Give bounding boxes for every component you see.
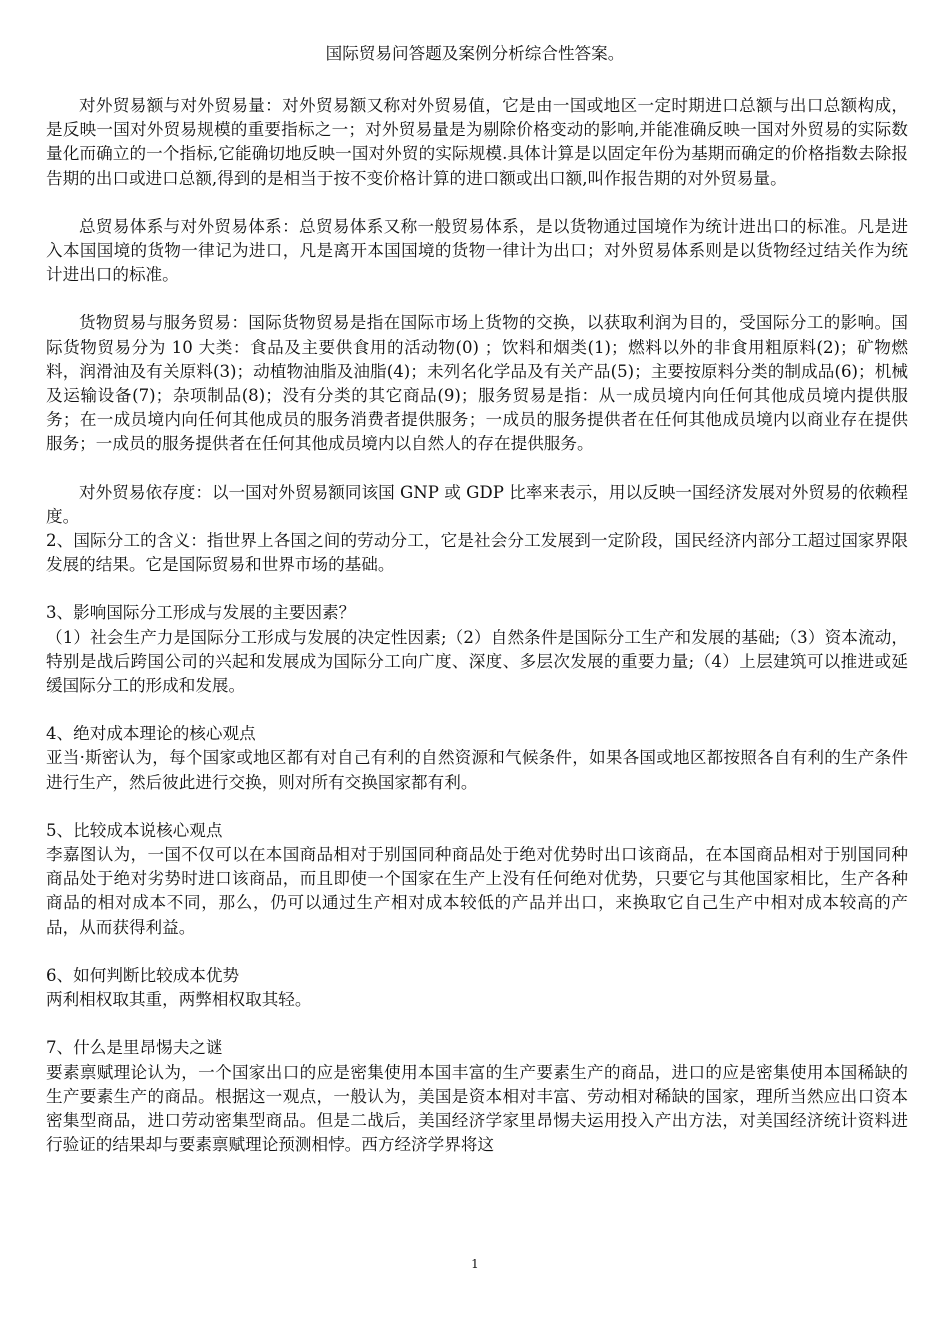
section-body: 亚当·斯密认为，每个国家或地区都有对自己有利的自然资源和气候条件，如果各国或地区都按照各自有利的生产条件进行生产，然后彼此进行交换，则对所有交换国家都有利。 [46, 748, 908, 792]
paragraph-trade-systems: 总贸易体系与对外贸易体系：总贸易体系又称一般贸易体系，是以货物通过国境作为统计进出口的标准。凡是进入本国国境的货物一律记为进口，凡是离开本国国境的货物一律计为出口；对外贸易体系则是以货物经过结关作为统计进出口的标准。 [46, 216, 908, 285]
section-factors [46, 601, 908, 698]
section-heading: 3、影响国际分工形成与发展的主要因素？ [46, 603, 356, 623]
section-heading: 6、如何判断比较成本优势 [46, 965, 240, 985]
section-comparative-cost [46, 819, 908, 940]
section-body: （1）社会生产力是国际分工形成与发展的决定性因素;（2）自然条件是国际分工生产和发展的基础;（3）资本流动，特别是战后跨国公司的兴起和发展成为国际分工向广度、深度、多层次发展的重要力量;（4）上层建筑可以推进或延缓国际分工的形成和发展。 [46, 627, 908, 696]
document-title: 国际贸易问答题及案例分析综合性答案。 [325, 44, 625, 63]
paragraph-goods-services-trade: 货物贸易与服务贸易：国际货物贸易是指在国际市场上货物的交换，以获取利润为目的，受国际分工的影响。国际货物贸易分为 10 大类：食品及主要供食用的活动物(0) ；饮料和烟类(1)；燃料以外的非食用粗原料(2)；矿物燃料，润滑油及有关原料(3)；动植物油脂及油脂(4)；未列名化学品及有关产品(5)；主要按原料分类的制成品(6)；机械及运输设备(7)；杂项制品(8)；没有分类的其它商品(9)；服务贸易是指：从一成员境内向任何其他成员境内提供服务；在一成员境内向任何其他成员的服务消费者提供服务；一成员的服务提供者在任何其他成员境内以商业存在提供服务；一成员的服务提供者在任何其他成员境内以自然人的存在提供服务。 [46, 313, 908, 454]
section-body: 要素禀赋理论认为，一个国家出口的应是密集使用本国丰富的生产要素生产的商品，进口的应是密集使用本国稀缺的生产要素生产的商品。根据这一观点，一般认为，美国是资本相对丰富、劳动相对稀缺的国家，理所当然应出口资本密集型商品，进口劳动密集型商品。但是二战后，美国经济学家里昂惕夫运用投入产出方法，对美国经济统计资料进行验证的结果却与要素禀赋理论预测相悖。西方经济学界将这 [46, 1062, 908, 1155]
section-body: 李嘉图认为，一国不仅可以在本国商品相对于别国同种商品处于绝对优势时出口该商品，在本国商品相对于别国同种商品处于绝对劣势时进口该商品，而且即使一个国家在生产上没有任何绝对优势，只要它与其他国家相比，生产各种商品的相对成本不同，那么，仍可以通过生产相对成本较低的产品并出口，来换取它自己生产中相对成本较高的产品，从而获得利益。 [46, 845, 908, 937]
section-heading: 7、什么是里昂惕夫之谜 [46, 1038, 223, 1058]
section-heading: 4、绝对成本理论的核心观点 [46, 724, 256, 744]
section-body: 两利相权取其重，两弊相权取其轻。 [46, 990, 312, 1010]
paragraph-trade-value-volume: 对外贸易额与对外贸易量：对外贸易额又称对外贸易值，它是由一国或地区一定时期进口总额与出口总额构成，是反映一国对外贸易规模的重要指标之一；对外贸易量是为剔除价格变动的影响,并能准确反映一国对外贸易的实际数量化而确立的一个指标,它能确切地反映一国对外贸的实际规模.具体计算是以固定年份为基期而确定的价格指数去除报告期的出口或进口总额,得到的是相当于按不变价格计算的进口额或出口额,叫作报告期的对外贸易量。 [46, 96, 908, 188]
section-absolute-cost [46, 722, 908, 795]
document-body [46, 94, 908, 1157]
paragraph-division-of-labor: 2、国际分工的含义：指世界上各国之间的劳动分工，它是社会分工发展到一定阶段，国民经济内部分工超过国家界限发展的结果。它是国际贸易和世界市场的基础。 [46, 531, 908, 575]
section-judging-advantage [46, 964, 908, 1012]
paragraph-trade-dependence: 对外贸易依存度：以一国对外贸易额同该国 GNP 或 GDP 比率来表示，用以反映一国经济发展对外贸易的依赖程度。 [46, 482, 908, 526]
section-leontief-paradox [46, 1036, 908, 1157]
section-heading: 5、比较成本说核心观点 [46, 820, 223, 840]
page-number: 1 [471, 1257, 479, 1271]
